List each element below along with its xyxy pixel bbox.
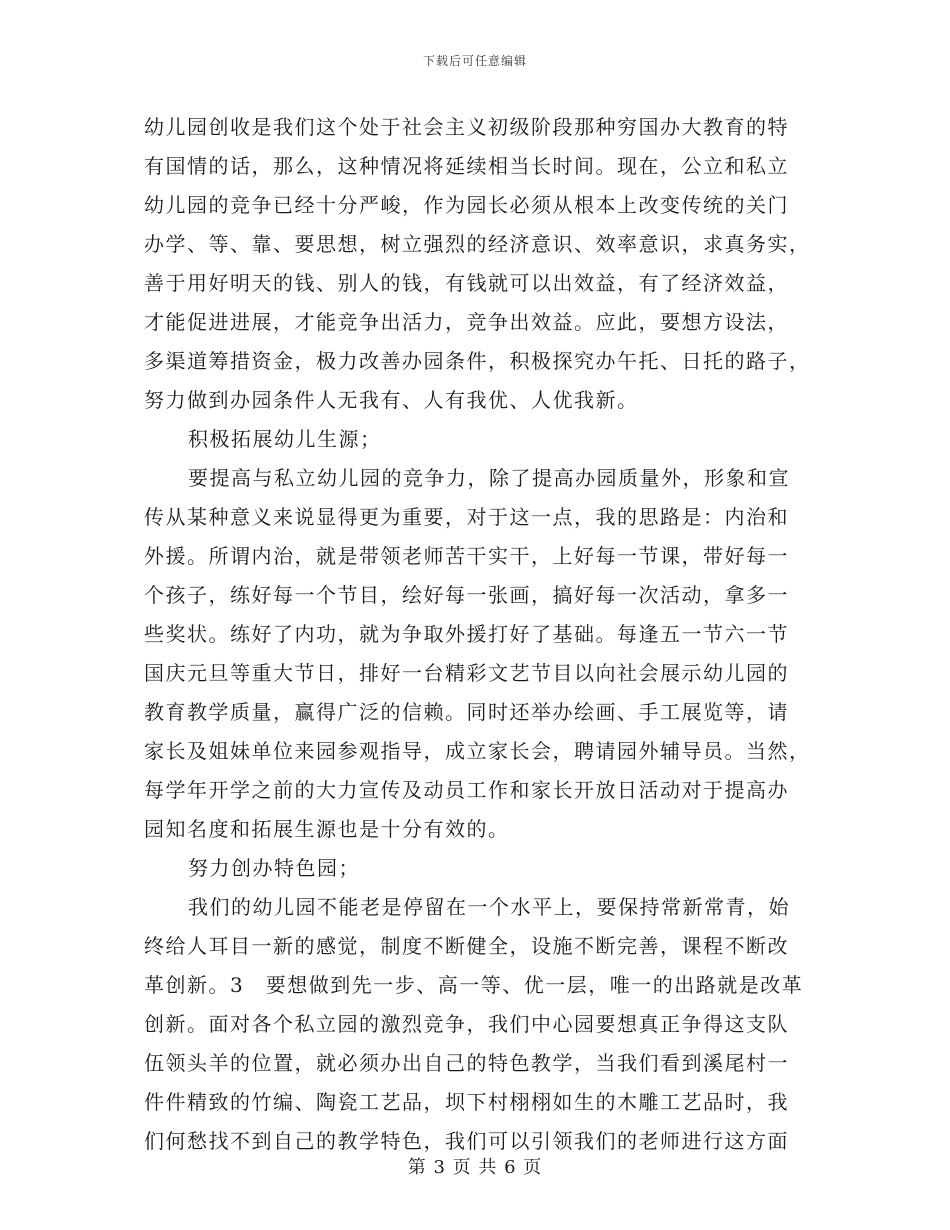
text-line: 办学、等、靠、要思想，树立强烈的经济意识、效率意识，求真务实， [144, 232, 811, 256]
text-line: 有国情的话，那么，这种情况将延续相当长时间。现在，公立和私立 [144, 154, 789, 178]
text-line: 些奖状。练好了内功，就为争取外援打好了基础。每逢五一节六一节 [144, 622, 789, 646]
text-line: 我们的幼儿园不能老是停留在一个水平上，要保持常新常青，始 [188, 895, 790, 919]
section-heading: 努力创办特色园； [188, 856, 360, 880]
text-line: 要提高与私立幼儿园的竞争力，除了提高办园质量外，形象和宣 [188, 466, 790, 490]
text-line: 国庆元旦等重大节日，排好一台精彩文艺节目以向社会展示幼儿园的 [144, 661, 789, 685]
text-line: 努力做到办园条件人无我有、人有我优、人优我新。 [144, 388, 639, 412]
text-line: 个孩子，练好每一个节目，绘好每一张画，搞好每一次活动，拿多一 [144, 583, 789, 607]
text-line: 传从某种意义来说显得更为重要，对于这一点，我的思路是：内治和 [144, 505, 789, 529]
text-line: 们何愁找不到自己的教学特色，我们可以引领我们的老师进行这方面 [144, 1129, 789, 1153]
text-line: 伍领头羊的位置，就必须办出自己的特色教学，当我们看到溪尾村一 [144, 1051, 789, 1075]
header-note: 下载后可任意编辑 [422, 54, 527, 68]
text-line: 每学年开学之前的大力宣传及动员工作和家长开放日活动对于提高办 [144, 778, 789, 802]
section-heading: 积极拓展幼儿生源； [188, 427, 382, 451]
text-line: 终给人耳目一新的感觉，制度不断健全，设施不断完善，课程不断改 [144, 934, 789, 958]
text-line: 教育教学质量，赢得广泛的信赖。同时还举办绘画、手工展览等，请 [144, 700, 789, 724]
text-line: 革创新。3 要想做到先一步、高一等、优一层，唯一的出路就是改革 [144, 973, 804, 997]
text-line: 幼儿园创收是我们这个处于社会主义初级阶段那种穷国办大教育的特 [144, 115, 789, 139]
page-number: 第 3 页 共 6 页 [407, 1157, 543, 1178]
text-line: 创新。面对各个私立园的激烈竞争，我们中心园要想真正争得这支队 [144, 1012, 789, 1036]
text-line: 多渠道筹措资金，极力改善办园条件，积极探究办午托、日托的路子， [144, 349, 811, 373]
text-line: 善于用好明天的钱、别人的钱，有钱就可以出效益，有了经济效益， [144, 271, 789, 295]
text-line: 件件精致的竹编、陶瓷工艺品，坝下村栩栩如生的木雕工艺品时，我 [144, 1090, 789, 1114]
text-line: 外援。所谓内治，就是带领老师苦干实干，上好每一节课，带好每一 [144, 544, 789, 568]
document-body [144, 108, 811, 1161]
text-line: 园知名度和拓展生源也是十分有效的。 [144, 817, 510, 841]
text-line: 幼儿园的竞争已经十分严峻，作为园长必须从根本上改变传统的关门 [144, 193, 789, 217]
text-line: 家长及姐妹单位来园参观指导，成立家长会，聘请园外辅导员。当然， [144, 739, 811, 763]
text-line: 才能促进进展，才能竞争出活力，竞争出效益。应此，要想方设法， [144, 310, 789, 334]
